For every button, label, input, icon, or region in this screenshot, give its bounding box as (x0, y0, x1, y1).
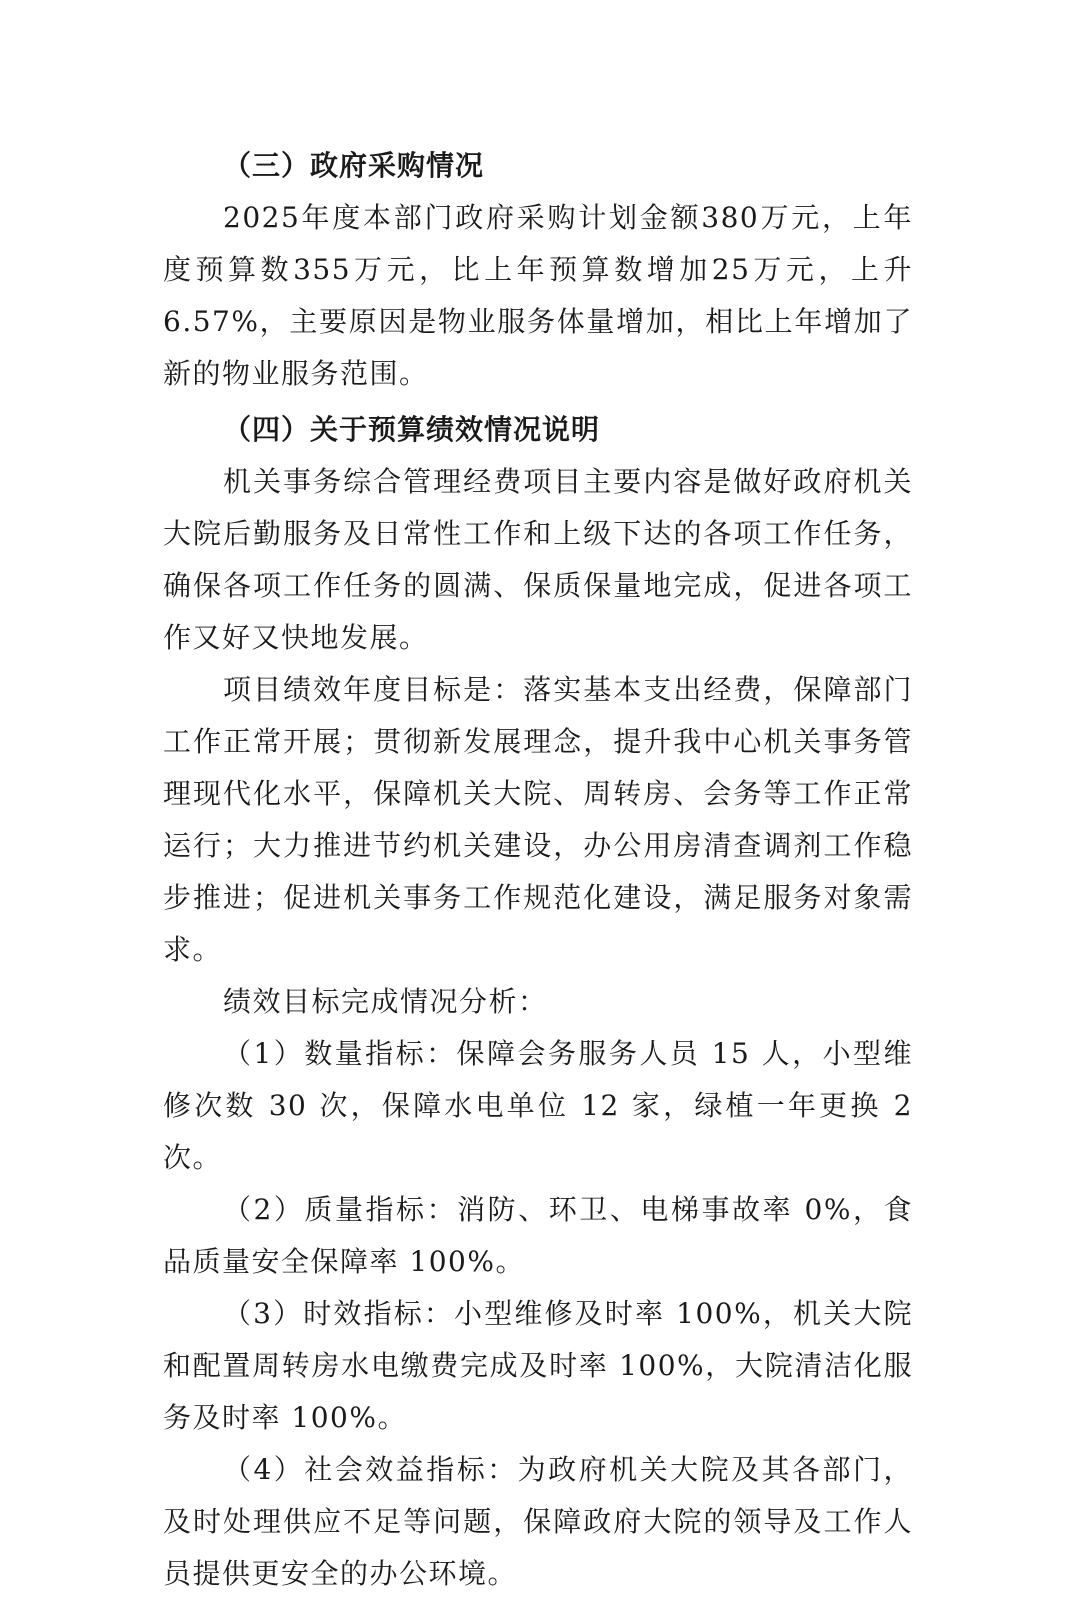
section-heading-procurement: （三）政府采购情况 (223, 149, 485, 182)
section-heading-performance: （四）关于预算绩效情况说明 (223, 413, 601, 446)
goal-analysis-label: 绩效目标完成情况分析： (223, 985, 548, 1018)
indicator-social-benefit: （4）社会效益指标：为政府机关大院及其各部门，及时处理供应不足等问题，保障政府大院的领导及工作人员提供更安全的办公环境。 (163, 1453, 913, 1590)
annual-goal-paragraph: 项目绩效年度目标是：落实基本支出经费，保障部门工作正常开展；贯彻新发展理念，提升我中心机关事务管理现代化水平，保障机关大院、周转房、会务等工作正常运行；大力推进节约机关建设，办公用房清查调剂工作稳步推进；促进机关事务工作规范化建设，满足服务对象需求。 (163, 673, 913, 966)
indicator-quality: （2）质量指标：消防、环卫、电梯事故率 0%，食品质量安全保障率 100%。 (163, 1193, 913, 1278)
project-content-paragraph: 机关事务综合管理经费项目主要内容是做好政府机关大院后勤服务及日常性工作和上级下达的各项工作任务，确保各项工作任务的圆满、保质保量地完成，促进各项工作又好又快地发展。 (163, 465, 913, 654)
indicator-quantity: （1）数量指标：保障会务服务人员 15 人，小型维修次数 30 次，保障水电单位 12 家，绿植一年更换 2 次。 (163, 1037, 913, 1174)
indicator-timeliness: （3）时效指标：小型维修及时率 100%，机关大院和配置周转房水电缴费完成及时率 100%，大院清洁化服务及时率 100%。 (163, 1297, 913, 1434)
document-page (163, 140, 913, 1600)
procurement-paragraph: 2025年度本部门政府采购计划金额380万元，上年度预算数355万元，比上年预算数增加25万元，上升6.57%，主要原因是物业服务体量增加，相比上年增加了新的物业服务范围。 (163, 201, 913, 390)
